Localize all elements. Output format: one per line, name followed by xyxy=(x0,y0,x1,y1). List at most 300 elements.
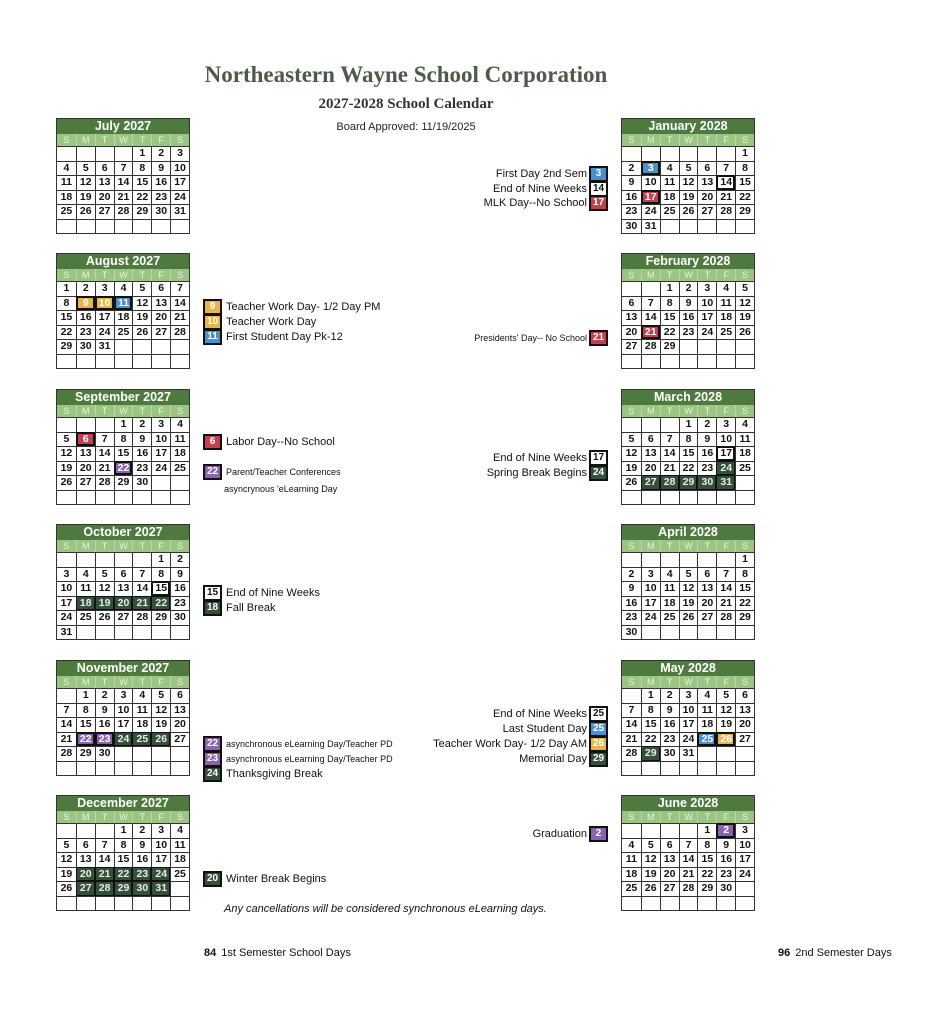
day-cell: 12 xyxy=(622,446,641,461)
day-cell: 24 xyxy=(170,190,189,205)
empty-cell xyxy=(57,219,76,234)
day-cell: 10 xyxy=(679,703,698,718)
weekday-header xyxy=(622,540,754,552)
weekday-label: S xyxy=(170,134,189,146)
weekday-label: F xyxy=(716,676,735,688)
day-cell: 24 xyxy=(679,732,698,747)
day-cell: 26 xyxy=(76,204,95,219)
weekday-label: F xyxy=(151,676,170,688)
empty-cell xyxy=(170,339,189,354)
empty-cell xyxy=(697,761,716,776)
day-cell: 15 xyxy=(697,852,716,867)
day-cell: 11 xyxy=(170,432,189,447)
day-cell: 4 xyxy=(76,567,95,582)
month-title: May 2028 xyxy=(622,661,754,676)
legend-item xyxy=(203,329,343,344)
legend-swatch: 21 xyxy=(589,330,608,346)
day-cell: 9 xyxy=(170,567,189,582)
legend-swatch: 29 xyxy=(589,751,608,767)
legend-label: asynchronous eLearning Day/Teacher PD xyxy=(226,753,393,764)
empty-cell xyxy=(57,823,76,838)
day-cell: 10 xyxy=(641,581,660,596)
day-cell: 2 xyxy=(697,417,716,432)
day-grid xyxy=(57,281,189,368)
day-cell: 26 xyxy=(716,732,735,747)
day-cell: 12 xyxy=(76,175,95,190)
day-cell: 31 xyxy=(641,219,660,234)
day-cell: 27 xyxy=(697,204,716,219)
empty-cell xyxy=(697,339,716,354)
day-cell: 27 xyxy=(114,610,133,625)
weekday-label: T xyxy=(660,134,679,146)
day-cell: 27 xyxy=(660,881,679,896)
empty-cell xyxy=(735,896,754,911)
empty-cell xyxy=(132,746,151,761)
day-cell: 13 xyxy=(76,446,95,461)
day-cell: 13 xyxy=(660,852,679,867)
legend-item xyxy=(503,721,608,736)
empty-cell xyxy=(641,281,660,296)
day-grid xyxy=(622,417,754,504)
empty-cell xyxy=(697,490,716,505)
legend-item xyxy=(203,766,323,781)
day-cell: 5 xyxy=(622,432,641,447)
empty-cell xyxy=(716,761,735,776)
weekday-label: S xyxy=(628,812,635,822)
weekday-label: F xyxy=(151,811,170,823)
day-cell: 16 xyxy=(679,310,698,325)
day-cell: 29 xyxy=(735,204,754,219)
weekday-label: S xyxy=(735,811,754,823)
day-cell: 7 xyxy=(622,703,641,718)
day-cell: 25 xyxy=(114,325,133,340)
day-cell: 18 xyxy=(170,852,189,867)
day-cell: 15 xyxy=(76,717,95,732)
empty-cell xyxy=(151,746,170,761)
empty-cell xyxy=(170,881,189,896)
empty-cell xyxy=(716,354,735,369)
empty-cell xyxy=(114,146,133,161)
weekday-label: S xyxy=(63,677,70,687)
day-cell: 14 xyxy=(660,446,679,461)
day-cell: 23 xyxy=(151,190,170,205)
legend-label: Fall Break xyxy=(226,601,276,614)
weekday-label: T xyxy=(95,811,114,823)
weekday-label: W xyxy=(114,676,133,688)
day-cell: 17 xyxy=(57,596,76,611)
day-cell: 21 xyxy=(660,461,679,476)
legend-swatch: 22 xyxy=(203,736,222,752)
legend-label: Thanksgiving Break xyxy=(226,767,323,780)
empty-cell xyxy=(114,746,133,761)
weekday-label: S xyxy=(628,541,635,551)
legend-swatch: 11 xyxy=(203,329,222,345)
day-cell: 7 xyxy=(114,161,133,176)
weekday-label: T xyxy=(95,676,114,688)
day-cell: 2 xyxy=(95,688,114,703)
day-cell: 14 xyxy=(95,446,114,461)
empty-cell xyxy=(151,896,170,911)
day-cell: 2 xyxy=(679,281,698,296)
empty-cell xyxy=(641,417,660,432)
month-calendar xyxy=(56,253,190,369)
empty-cell xyxy=(679,339,698,354)
day-cell: 21 xyxy=(622,732,641,747)
day-cell: 19 xyxy=(735,310,754,325)
day-cell: 2 xyxy=(716,823,735,838)
empty-cell xyxy=(735,354,754,369)
empty-cell xyxy=(641,146,660,161)
day-cell: 20 xyxy=(660,867,679,882)
day-cell: 10 xyxy=(697,296,716,311)
day-cell: 29 xyxy=(735,610,754,625)
weekday-label: F xyxy=(151,134,170,146)
empty-cell xyxy=(716,339,735,354)
day-cell: 28 xyxy=(716,610,735,625)
empty-cell xyxy=(114,339,133,354)
empty-cell xyxy=(660,552,679,567)
day-cell: 19 xyxy=(679,596,698,611)
day-cell: 4 xyxy=(660,161,679,176)
day-cell: 22 xyxy=(735,190,754,205)
day-cell: 11 xyxy=(660,175,679,190)
weekday-header xyxy=(622,676,754,688)
empty-cell xyxy=(95,823,114,838)
day-cell: 4 xyxy=(170,823,189,838)
empty-cell xyxy=(76,896,95,911)
weekday-label: F xyxy=(151,269,170,281)
legend-swatch: 20 xyxy=(203,871,222,887)
first-semester-count: 84 xyxy=(204,947,217,959)
empty-cell xyxy=(660,823,679,838)
weekday-label: S xyxy=(63,541,70,551)
legend-label: MLK Day--No School xyxy=(483,196,587,209)
month-calendar xyxy=(56,795,190,911)
day-cell: 25 xyxy=(170,867,189,882)
month-title: October 2027 xyxy=(57,525,189,540)
month-calendar xyxy=(56,389,190,505)
day-cell: 14 xyxy=(641,310,660,325)
legend-swatch: 10 xyxy=(203,314,222,330)
day-cell: 6 xyxy=(76,838,95,853)
day-cell: 22 xyxy=(735,596,754,611)
empty-cell xyxy=(76,219,95,234)
weekday-header xyxy=(57,269,189,281)
weekday-label: S xyxy=(628,270,635,280)
day-cell: 17 xyxy=(170,175,189,190)
legend-label: End of Nine Weeks xyxy=(493,707,587,720)
day-cell: 26 xyxy=(679,204,698,219)
day-cell: 10 xyxy=(114,703,133,718)
empty-cell xyxy=(76,823,95,838)
day-cell: 17 xyxy=(679,717,698,732)
legend-item xyxy=(203,314,316,329)
empty-cell xyxy=(641,896,660,911)
day-cell: 11 xyxy=(132,703,151,718)
day-cell: 22 xyxy=(132,190,151,205)
weekday-label: M xyxy=(76,811,95,823)
legend-swatch: 6 xyxy=(203,434,222,450)
day-cell: 16 xyxy=(716,852,735,867)
empty-cell xyxy=(114,625,133,640)
day-cell: 27 xyxy=(151,325,170,340)
day-cell: 16 xyxy=(170,581,189,596)
day-cell: 26 xyxy=(151,732,170,747)
day-cell: 18 xyxy=(660,190,679,205)
day-cell: 2 xyxy=(132,417,151,432)
empty-cell xyxy=(57,688,76,703)
month-calendar xyxy=(621,389,755,505)
day-cell: 29 xyxy=(76,746,95,761)
day-cell: 7 xyxy=(95,838,114,853)
day-cell: 29 xyxy=(697,881,716,896)
empty-cell xyxy=(622,281,641,296)
day-cell: 22 xyxy=(697,867,716,882)
day-cell: 11 xyxy=(716,296,735,311)
day-cell: 9 xyxy=(95,703,114,718)
day-cell: 10 xyxy=(641,175,660,190)
day-cell: 19 xyxy=(57,461,76,476)
day-cell: 7 xyxy=(660,432,679,447)
day-cell: 8 xyxy=(641,703,660,718)
day-cell: 2 xyxy=(170,552,189,567)
day-cell: 19 xyxy=(641,867,660,882)
empty-cell xyxy=(57,490,76,505)
day-cell: 30 xyxy=(697,475,716,490)
day-cell: 13 xyxy=(641,446,660,461)
day-cell: 22 xyxy=(57,325,76,340)
empty-cell xyxy=(660,354,679,369)
empty-cell xyxy=(151,475,170,490)
day-cell: 20 xyxy=(114,596,133,611)
legend-label: asynchronous eLearning Day/Teacher PD xyxy=(226,738,393,749)
day-cell: 21 xyxy=(641,325,660,340)
weekday-label: T xyxy=(132,540,151,552)
day-cell: 24 xyxy=(95,325,114,340)
first-semester-days xyxy=(204,947,351,959)
day-cell: 13 xyxy=(95,175,114,190)
day-cell: 4 xyxy=(716,281,735,296)
day-cell: 1 xyxy=(735,146,754,161)
month-calendar xyxy=(621,118,755,234)
day-cell: 25 xyxy=(132,732,151,747)
day-cell: 28 xyxy=(132,610,151,625)
day-cell: 19 xyxy=(716,717,735,732)
weekday-label: M xyxy=(641,540,660,552)
empty-cell xyxy=(660,896,679,911)
weekday-label: S xyxy=(63,270,70,280)
day-cell: 1 xyxy=(151,552,170,567)
day-cell: 16 xyxy=(622,596,641,611)
weekday-label: M xyxy=(76,676,95,688)
day-cell: 5 xyxy=(57,838,76,853)
weekday-label: S xyxy=(170,269,189,281)
day-cell: 14 xyxy=(114,175,133,190)
day-cell: 31 xyxy=(170,204,189,219)
day-cell: 13 xyxy=(697,581,716,596)
empty-cell xyxy=(735,761,754,776)
day-cell: 15 xyxy=(735,175,754,190)
weekday-label: S xyxy=(170,676,189,688)
day-cell: 10 xyxy=(170,161,189,176)
day-cell: 15 xyxy=(735,581,754,596)
empty-cell xyxy=(697,625,716,640)
month-calendar xyxy=(56,524,190,640)
day-cell: 31 xyxy=(95,339,114,354)
day-cell: 21 xyxy=(95,461,114,476)
weekday-label: M xyxy=(641,811,660,823)
legend-item xyxy=(533,826,608,841)
day-cell: 3 xyxy=(735,823,754,838)
empty-cell xyxy=(132,490,151,505)
day-cell: 4 xyxy=(114,281,133,296)
day-cell: 10 xyxy=(95,296,114,311)
day-cell: 2 xyxy=(76,281,95,296)
day-cell: 29 xyxy=(114,881,133,896)
legend-swatch: 22 xyxy=(203,464,222,480)
day-cell: 28 xyxy=(641,339,660,354)
weekday-header xyxy=(57,811,189,823)
legend-item xyxy=(519,751,608,766)
day-cell: 14 xyxy=(57,717,76,732)
day-cell: 19 xyxy=(132,310,151,325)
day-cell: 6 xyxy=(641,432,660,447)
day-cell: 5 xyxy=(57,432,76,447)
day-cell: 30 xyxy=(660,746,679,761)
legend-label: Memorial Day xyxy=(519,752,587,765)
weekday-label: W xyxy=(679,676,698,688)
legend-item xyxy=(203,434,335,449)
day-cell: 29 xyxy=(641,746,660,761)
day-cell: 23 xyxy=(679,325,698,340)
weekday-header xyxy=(57,540,189,552)
day-cell: 30 xyxy=(151,204,170,219)
empty-cell xyxy=(622,761,641,776)
weekday-label: T xyxy=(660,811,679,823)
empty-cell xyxy=(697,354,716,369)
day-cell: 7 xyxy=(716,567,735,582)
day-cell: 24 xyxy=(735,867,754,882)
day-cell: 11 xyxy=(114,296,133,311)
day-cell: 30 xyxy=(716,881,735,896)
weekday-label: S xyxy=(735,405,754,417)
day-cell: 10 xyxy=(716,432,735,447)
weekday-label: S xyxy=(63,812,70,822)
day-cell: 18 xyxy=(622,867,641,882)
weekday-label: S xyxy=(628,406,635,416)
day-cell: 30 xyxy=(170,610,189,625)
day-cell: 22 xyxy=(679,461,698,476)
day-cell: 19 xyxy=(76,190,95,205)
day-cell: 19 xyxy=(679,190,698,205)
empty-cell xyxy=(114,354,133,369)
month-calendar xyxy=(621,795,755,911)
legend-label: Presidents' Day-- No School xyxy=(474,332,587,343)
day-cell: 12 xyxy=(641,852,660,867)
day-cell: 9 xyxy=(622,581,641,596)
day-cell: 17 xyxy=(735,852,754,867)
day-cell: 1 xyxy=(57,281,76,296)
legend-label: Graduation xyxy=(532,827,587,840)
weekday-label: W xyxy=(679,134,698,146)
weekday-label: W xyxy=(114,269,133,281)
empty-cell xyxy=(132,761,151,776)
legend-item xyxy=(496,166,608,181)
day-cell: 6 xyxy=(151,281,170,296)
month-calendar xyxy=(56,118,190,234)
legend-label: Teacher Work Day xyxy=(226,315,317,328)
weekday-label: M xyxy=(641,134,660,146)
legend-swatch: 14 xyxy=(589,181,608,197)
weekday-label: T xyxy=(132,405,151,417)
day-cell: 24 xyxy=(57,610,76,625)
day-cell: 13 xyxy=(114,581,133,596)
day-cell: 18 xyxy=(76,596,95,611)
empty-cell xyxy=(132,219,151,234)
day-cell: 14 xyxy=(170,296,189,311)
day-cell: 21 xyxy=(114,190,133,205)
day-cell: 5 xyxy=(76,161,95,176)
empty-cell xyxy=(95,219,114,234)
empty-cell xyxy=(95,896,114,911)
day-cell: 5 xyxy=(679,567,698,582)
day-cell: 5 xyxy=(735,281,754,296)
weekday-label: S xyxy=(628,677,635,687)
day-cell: 1 xyxy=(697,823,716,838)
day-cell: 27 xyxy=(697,610,716,625)
empty-cell xyxy=(76,490,95,505)
day-cell: 30 xyxy=(132,881,151,896)
day-cell: 25 xyxy=(660,204,679,219)
weekday-label: S xyxy=(735,269,754,281)
empty-cell xyxy=(679,146,698,161)
day-cell: 27 xyxy=(641,475,660,490)
day-cell: 12 xyxy=(735,296,754,311)
weekday-label: M xyxy=(641,676,660,688)
month-title: February 2028 xyxy=(622,254,754,269)
day-grid xyxy=(622,281,754,368)
day-cell: 11 xyxy=(735,432,754,447)
weekday-label: S xyxy=(170,540,189,552)
legend-label: End of Nine Weeks xyxy=(493,182,587,195)
weekday-label: T xyxy=(660,269,679,281)
day-cell: 16 xyxy=(132,852,151,867)
day-cell: 16 xyxy=(132,446,151,461)
second-semester-count: 96 xyxy=(778,947,791,959)
day-cell: 8 xyxy=(114,432,133,447)
empty-cell xyxy=(622,490,641,505)
day-cell: 9 xyxy=(151,161,170,176)
day-cell: 9 xyxy=(622,175,641,190)
day-cell: 9 xyxy=(660,703,679,718)
empty-cell xyxy=(170,746,189,761)
day-cell: 24 xyxy=(697,325,716,340)
day-cell: 25 xyxy=(76,610,95,625)
day-cell: 1 xyxy=(114,823,133,838)
day-cell: 6 xyxy=(114,567,133,582)
month-calendar xyxy=(621,660,755,776)
day-cell: 19 xyxy=(622,461,641,476)
day-cell: 23 xyxy=(170,596,189,611)
day-cell: 8 xyxy=(132,161,151,176)
empty-cell xyxy=(95,354,114,369)
weekday-label: T xyxy=(660,676,679,688)
day-cell: 21 xyxy=(95,867,114,882)
empty-cell xyxy=(641,761,660,776)
day-cell: 13 xyxy=(622,310,641,325)
day-cell: 9 xyxy=(697,432,716,447)
day-cell: 6 xyxy=(76,432,95,447)
